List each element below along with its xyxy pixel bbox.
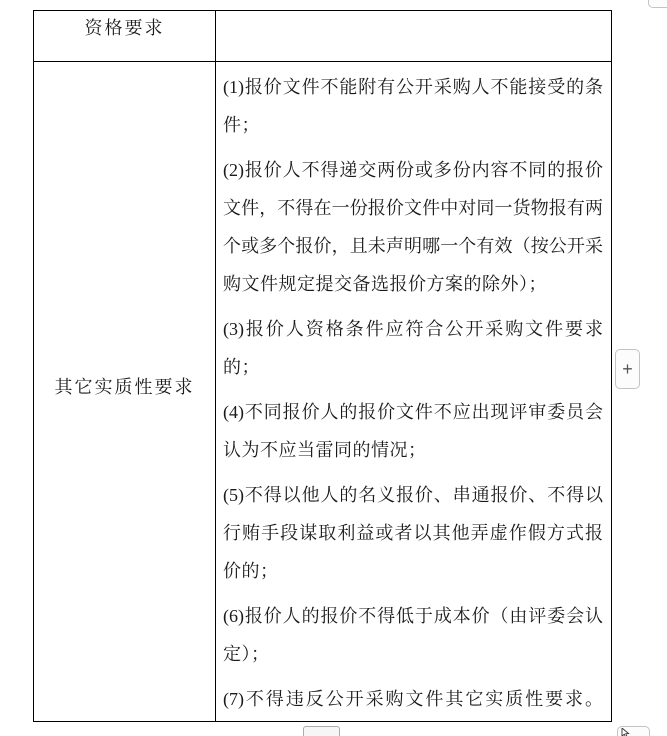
table-cell-other-requirements-header xyxy=(34,62,216,721)
requirement-text-line: (4)不同报价人的报价文件不应出现评审委员会 xyxy=(223,402,603,422)
requirement-text-line: 价的； xyxy=(223,561,279,581)
partial-button-top-right[interactable] xyxy=(648,0,667,8)
requirement-text-line: 认为不应当雷同的情况； xyxy=(223,440,427,460)
qualification-requirements-label: 资格要求 xyxy=(84,18,165,38)
requirement-text-line: 行贿手段谋取利益或者以其他弄虚作假方式报 xyxy=(223,523,603,543)
requirement-text-line: (2)报价人不得递交两份或多份内容不同的报价 xyxy=(223,160,603,180)
requirement-text-line: (1)报价文件不能附有公开采购人不能接受的条 xyxy=(223,77,603,97)
requirement-text-line: 件； xyxy=(223,115,260,135)
partial-button-bottom-center[interactable] xyxy=(303,726,340,736)
requirement-text-line: 购文件规定提交备选报价方案的除外）； xyxy=(223,274,547,294)
requirement-text-line: 定）； xyxy=(223,644,270,664)
table-cell-qualification-content xyxy=(216,11,611,62)
requirement-text-line: (5)不得以他人的名义报价、串通报价、不得以 xyxy=(223,485,603,505)
table-cell-other-requirements-content requirements-cell xyxy=(216,62,611,721)
requirement-text-line: (7)不得违反公开采购文件其它实质性要求。 xyxy=(223,689,603,709)
requirement-text-line: (3)报价人资格条件应符合公开采购文件要求 xyxy=(223,319,603,339)
table-cell-qualification-header xyxy=(34,11,216,62)
other-substantive-requirements-label: 其它实质性要求 xyxy=(54,376,195,397)
add-button[interactable]: + xyxy=(615,349,640,389)
requirements-table xyxy=(33,10,612,722)
requirement-text-line: 文件，不得在一份报价文件中对同一货物报有两 xyxy=(223,198,603,218)
requirement-text-line: 个或多个报价，且未声明哪一个有效（按公开采 xyxy=(223,236,603,256)
mouse-cursor-icon xyxy=(621,728,631,736)
requirement-text-line: (6)报价人的报价不得低于成本价（由评委会认 xyxy=(223,606,603,626)
requirement-text-line: 的； xyxy=(223,357,260,377)
